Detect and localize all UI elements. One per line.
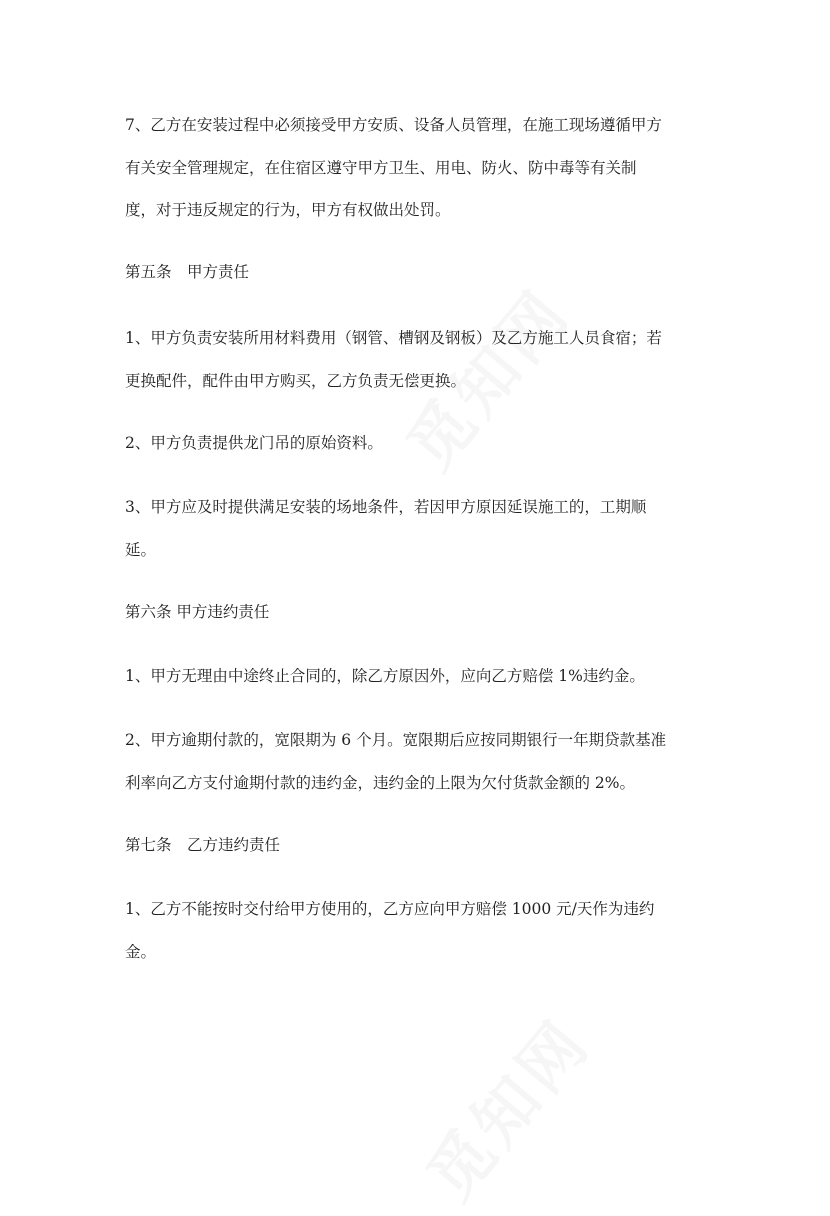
text-line: 7、乙方在安装过程中必须接受甲方安质、设备人员管理，在施工现场遵循甲方 [125,116,662,134]
section-heading [125,824,725,867]
text-line: 1、乙方不能按时交付给甲方使用的，乙方应向甲方赔偿 1000 元/天作为违约 [125,900,655,918]
text-line: 更换配件，配件由甲方购买，乙方负责无偿更换。 [125,371,467,390]
clause-paragraph [125,317,725,402]
clause-paragraph [125,888,725,973]
text-line: 有关安全管理规定，在住宿区遵守甲方卫生、用电、防火、防中毒等有关制 [125,158,637,177]
clause-paragraph [125,104,725,232]
text-line: 2、甲方负责提供龙门吊的原始资料。 [125,434,383,452]
section-heading [125,251,725,294]
text-line: 金。 [125,942,157,961]
text-line: 度，对于违反规定的行为，甲方有权做出处罚。 [125,201,451,219]
clause-paragraph [125,719,725,804]
text-line: 3、甲方应及时提供满足安装的场地条件，若因甲方原因延误施工的，工期顺 [125,498,647,516]
text-line: 第六条 甲方违约责任 [125,603,270,621]
text-line: 利率向乙方支付逾期付款的违约金，违约金的上限为欠付货款金额的 2%。 [125,773,636,792]
clause-paragraph [125,655,725,698]
clause-paragraph [125,422,725,465]
text-line: 1、甲方无理由中途终止合同的，除乙方原因外，应向乙方赔偿 1%违约金。 [125,667,645,685]
text-line: 延。 [125,540,157,559]
clause-paragraph [125,486,725,571]
watermark [402,996,607,1216]
section-heading [125,591,725,634]
text-line: 1、甲方负责安装所用材料费用（钢管、槽钢及钢板）及乙方施工人员食宿；若 [125,329,662,347]
text-line: 第五条 甲方责任 [125,263,250,281]
text-line: 2、甲方逾期付款的，宽限期为 6 个月。宽限期后应按同期银行一年期贷款基准 [125,731,667,749]
text-line: 第七条 乙方违约责任 [125,836,281,854]
